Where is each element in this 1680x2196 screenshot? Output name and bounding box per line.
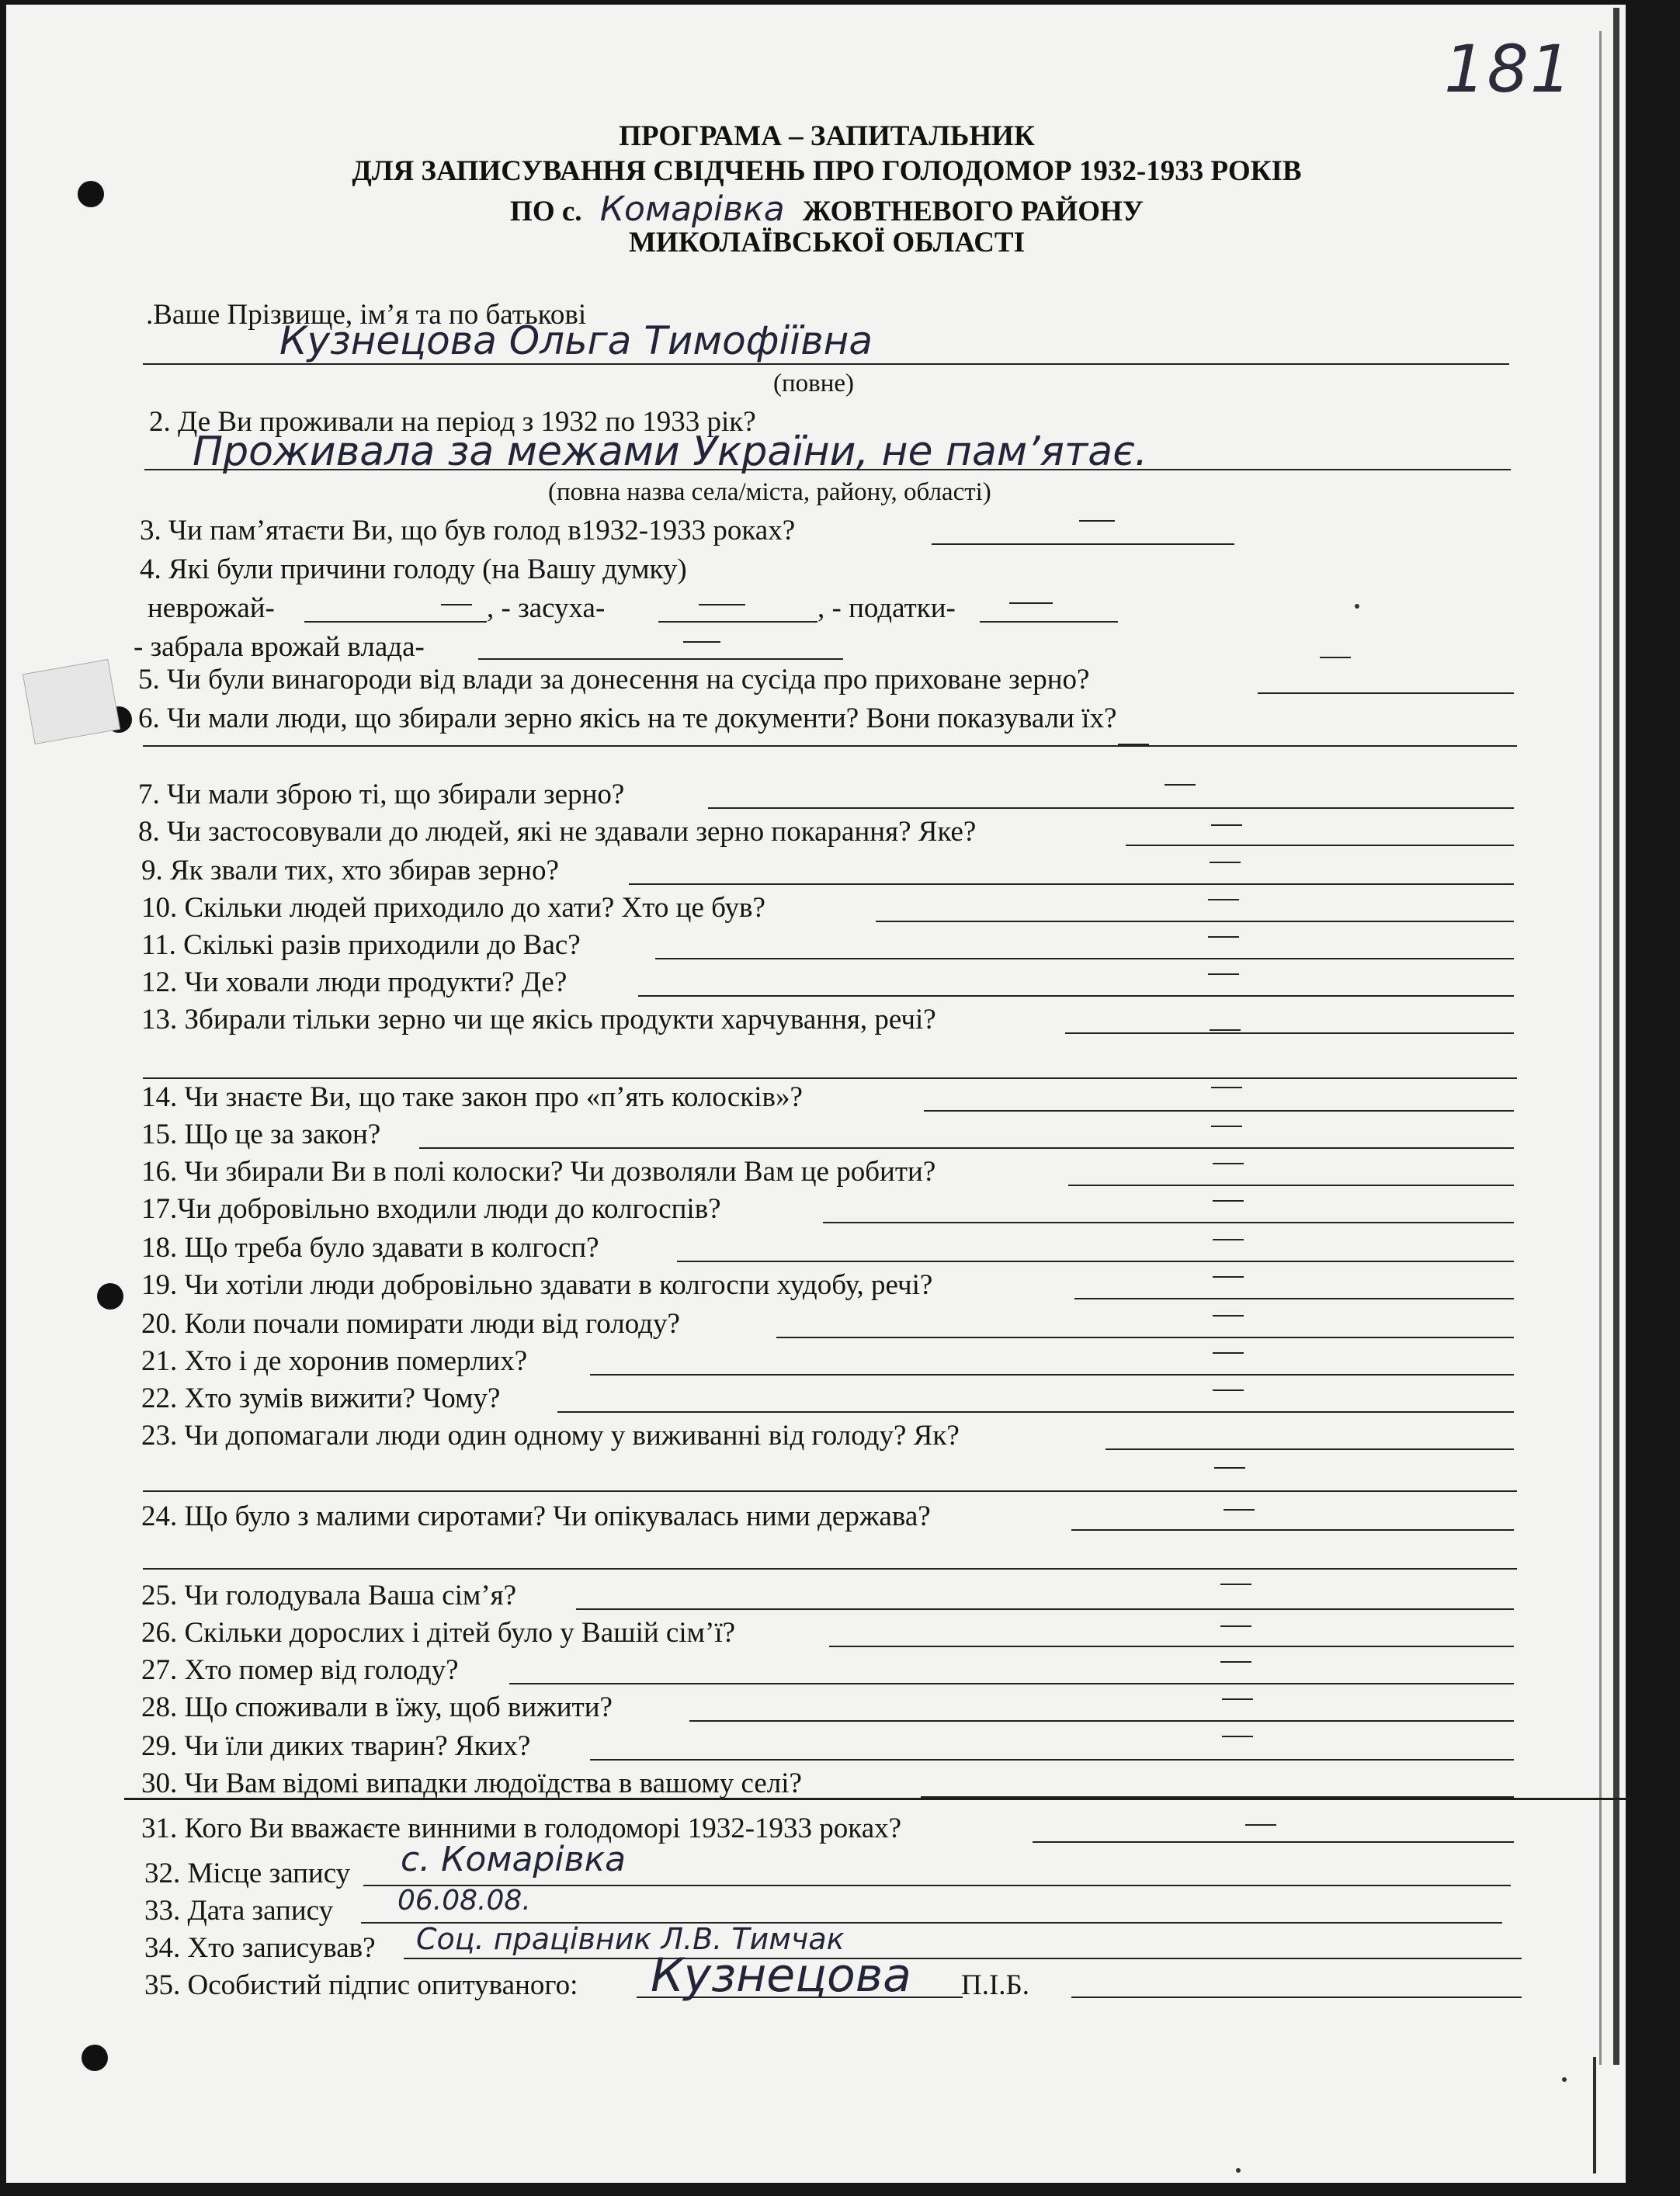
record-place-value: с. Комарівка xyxy=(401,1840,627,1879)
scan-edge-bottom xyxy=(1593,2057,1596,2173)
q4-authority-dash xyxy=(683,641,720,643)
signature-label: 35. Особистий підпис опитуваного: xyxy=(144,1969,578,2001)
question-label-24: 24. Що було з малими сиротами? Чи опікувалась ними держава? xyxy=(141,1500,931,1532)
record-place-label: 32. Місце запису xyxy=(144,1858,351,1889)
handwritten-dash-11 xyxy=(1208,936,1239,938)
handwritten-dash-19 xyxy=(1213,1276,1244,1278)
recorder-value: Соц. працівник Л.В. Тимчак xyxy=(416,1922,845,1956)
handwritten-dash-17 xyxy=(1213,1200,1244,1202)
page-number: 181 xyxy=(1444,31,1574,107)
question-label-30: 30. Чи Вам відомі випадки людоїдства в вашому селі? xyxy=(141,1768,802,1799)
q3-label: 3. Чи пам’ятаєти Ви, що був голод в1932-1933 роках? xyxy=(140,515,796,546)
handwritten-dash-28 xyxy=(1222,1698,1253,1700)
q4-taxes-line xyxy=(980,621,1118,623)
handwritten-dash-31 xyxy=(1245,1824,1276,1826)
pib-label: П.І.Б. xyxy=(961,1969,1030,2001)
header-village-prefix: ПО с. xyxy=(510,196,582,227)
answer-line-16 xyxy=(1068,1185,1514,1186)
q4-taxes-dash xyxy=(1009,602,1053,604)
question-label-25: 25. Чи голодувала Ваша сім’я? xyxy=(141,1580,517,1611)
answer-line-9 xyxy=(629,883,1514,885)
q2-answer: Проживала за межами України, не пам’ятає. xyxy=(193,428,1148,475)
question-label-15: 15. Що це за закон? xyxy=(141,1119,381,1150)
q4-drought-dash xyxy=(699,604,745,605)
handwritten-dash-18 xyxy=(1213,1239,1244,1240)
answer-extra-line-13 xyxy=(143,1077,1517,1079)
q1-label: .Ваше Прізвище, ім’я та по батькові xyxy=(146,299,587,331)
recorder-label: 34. Хто записував? xyxy=(144,1932,376,1964)
question-label-19: 19. Чи хотіли люди добровільно здавати в колгоспи худобу, речі? xyxy=(141,1269,933,1301)
handwritten-dash-12 xyxy=(1208,973,1239,975)
q4-crop-failure-line xyxy=(304,621,487,623)
header-village-line xyxy=(0,189,1654,229)
question-label-5: 5. Чи були винагороди від влади за донесення на сусіда про приховане зерно? xyxy=(138,664,1090,696)
q4-authority-line xyxy=(478,658,843,660)
handwritten-dash-16 xyxy=(1213,1163,1244,1164)
q2-line xyxy=(144,469,1511,470)
record-date-value: 06.08.08. xyxy=(397,1885,531,1917)
answer-line-20 xyxy=(776,1337,1514,1338)
q4-drought-line xyxy=(658,621,817,623)
question-label-28: 28. Що споживали в їжу, щоб вижити? xyxy=(141,1691,613,1723)
handwritten-dash-9 xyxy=(1210,862,1241,863)
answer-line-31 xyxy=(1033,1841,1514,1843)
paper-tear xyxy=(23,659,120,744)
q4-option-authority: - забрала врожай влада- xyxy=(134,631,425,663)
answer-line-22 xyxy=(557,1411,1514,1413)
question-label-11: 11. Скількі разів приходили до Вас? xyxy=(141,929,581,961)
answer-line-17 xyxy=(823,1222,1514,1223)
q1-line xyxy=(143,363,1509,365)
answer-line-13 xyxy=(1065,1032,1514,1034)
question-label-20: 20. Коли почали помирати люди від голоду? xyxy=(141,1308,680,1340)
answer-line-29 xyxy=(590,1759,1514,1761)
record-place-line xyxy=(363,1885,1511,1886)
handwritten-dash-25 xyxy=(1220,1584,1251,1585)
answer-line-5 xyxy=(1258,692,1514,694)
handwritten-village: Комарівка xyxy=(599,189,785,229)
speck xyxy=(1562,2077,1567,2082)
speck xyxy=(1236,2168,1241,2173)
q1-hint: (повне) xyxy=(773,369,855,397)
answer-line-15 xyxy=(419,1147,1514,1149)
scan-edge-line xyxy=(1599,31,1602,2065)
question-label-10: 10. Скільки людей приходило до хати? Хто це був? xyxy=(141,892,765,924)
answer-extra-line-24 xyxy=(143,1568,1517,1570)
q4-option-crop-failure: неврожай- xyxy=(148,592,275,624)
header-subtitle: ДЛЯ ЗАПИСУВАННЯ СВІДЧЕНЬ ПРО ГОЛОДОМОР 1932-1933 РОКІВ xyxy=(352,155,1302,187)
question-label-26: 26. Скільки дорослих і дітей було у Вашій сім’ї? xyxy=(141,1617,736,1649)
answer-line-14 xyxy=(924,1110,1514,1112)
question-label-21: 21. Хто і де хоронив померлих? xyxy=(141,1345,528,1377)
question-label-9: 9. Як звали тих, хто збирав зерно? xyxy=(141,855,559,886)
question-label-22: 22. Хто зумів вижити? Чому? xyxy=(141,1382,501,1414)
question-label-29: 29. Чи їли диких тварин? Яких? xyxy=(141,1730,531,1762)
speck xyxy=(1355,604,1359,609)
q2-label: 2. Де Ви проживали на період з 1932 по 1933 рік? xyxy=(149,406,756,438)
question-label-16: 16. Чи збирали Ви в полі колоски? Чи дозволяли Вам це робити? xyxy=(141,1156,936,1188)
q4-option-taxes: , - податки- xyxy=(817,592,956,624)
handwritten-dash-8 xyxy=(1211,824,1242,826)
handwritten-dash-24 xyxy=(1224,1509,1255,1511)
record-date-label: 33. Дата запису xyxy=(144,1895,334,1927)
q4-option-drought: , - засуха- xyxy=(487,592,606,624)
question-label-13: 13. Збирали тільки зерно чи ще якісь продукти харчування, речі? xyxy=(141,1004,936,1036)
question-label-8: 8. Чи застосовували до людей, які не здавали зерно покарання? Яке? xyxy=(138,816,977,848)
answer-extra-line-6 xyxy=(143,745,1517,747)
question-label-17: 17.Чи добровільно входили люди до колгоспів? xyxy=(141,1193,721,1225)
handwritten-dash-10 xyxy=(1208,899,1239,900)
answer-line-21 xyxy=(590,1374,1514,1376)
q4-label: 4. Які були причини голоду (на Вашу думку) xyxy=(140,553,687,585)
header-district: ЖОВТНЕВОГО РАЙОНУ xyxy=(802,196,1144,227)
question-label-31: 31. Кого Ви вважаєте винними в голодоморі 1932-1933 роках? xyxy=(141,1813,902,1844)
answer-line-18 xyxy=(677,1261,1514,1262)
handwritten-dash-6 xyxy=(1118,744,1149,745)
handwritten-dash-7 xyxy=(1165,784,1196,786)
header-title: ПРОГРАМА – ЗАПИТАЛЬНИК xyxy=(619,120,1035,152)
answer-line-12 xyxy=(638,995,1514,997)
question-label-14: 14. Чи знаєте Ви, що таке закон про «п’ять колосків»? xyxy=(141,1081,803,1113)
handwritten-dash-5 xyxy=(1320,657,1351,658)
question-label-18: 18. Що треба було здавати в колгосп? xyxy=(141,1232,599,1264)
answer-extra-line-23 xyxy=(143,1490,1517,1492)
q3-dash xyxy=(1079,520,1115,522)
question-label-6: 6. Чи мали люди, що збирали зерно якісь на те документи? Вони показували їх? xyxy=(138,703,1117,734)
q4-crop-failure-dash xyxy=(441,604,472,605)
handwritten-dash-21 xyxy=(1213,1352,1244,1354)
pib-line xyxy=(1071,1997,1522,1998)
answer-line-28 xyxy=(689,1720,1514,1722)
answer-line-23 xyxy=(1106,1448,1514,1450)
signature-value: Кузнецова xyxy=(651,1948,911,2003)
question-label-7: 7. Чи мали зброю ті, що збирали зерно? xyxy=(138,779,625,810)
answer-line-24 xyxy=(1071,1529,1514,1531)
handwritten-dash-29 xyxy=(1222,1736,1253,1737)
handwritten-dash-13 xyxy=(1210,1029,1241,1031)
q3-line xyxy=(932,543,1234,545)
header-region: МИКОЛАЇВСЬКОЇ ОБЛАСТІ xyxy=(629,227,1025,258)
handwritten-dash-27 xyxy=(1220,1661,1251,1663)
answer-line-27 xyxy=(509,1683,1514,1684)
answer-line-11 xyxy=(655,958,1514,959)
answer-line-10 xyxy=(876,921,1514,922)
handwritten-dash-22 xyxy=(1213,1389,1244,1391)
punch-hole-bottom xyxy=(82,2045,108,2071)
question-label-27: 27. Хто помер від голоду? xyxy=(141,1654,459,1686)
handwritten-dash-15 xyxy=(1211,1126,1242,1127)
answer-line-25 xyxy=(576,1608,1514,1610)
handwritten-dash-26 xyxy=(1220,1625,1251,1627)
question-label-12: 12. Чи ховали люди продукти? Де? xyxy=(141,966,568,998)
handwritten-dash-23 xyxy=(1214,1467,1245,1469)
q2-hint: (повна назва села/міста, району, області) xyxy=(548,478,991,506)
answer-line-19 xyxy=(1074,1298,1514,1299)
answer-line-7 xyxy=(708,807,1514,809)
handwritten-dash-20 xyxy=(1213,1315,1244,1317)
q1-answer: Кузнецова Ольга Тимофіївна xyxy=(279,318,873,363)
answer-line-26 xyxy=(829,1646,1514,1647)
divider-line xyxy=(124,1798,1630,1800)
punch-hole-middle xyxy=(97,1283,123,1310)
answer-line-8 xyxy=(1126,845,1514,846)
handwritten-dash-14 xyxy=(1211,1087,1242,1088)
scan-edge-shadow xyxy=(1613,8,1619,2065)
recorder-line xyxy=(404,1958,1522,1959)
question-label-23: 23. Чи допомагали люди один одному у виживанні від голоду? Як? xyxy=(141,1420,960,1452)
